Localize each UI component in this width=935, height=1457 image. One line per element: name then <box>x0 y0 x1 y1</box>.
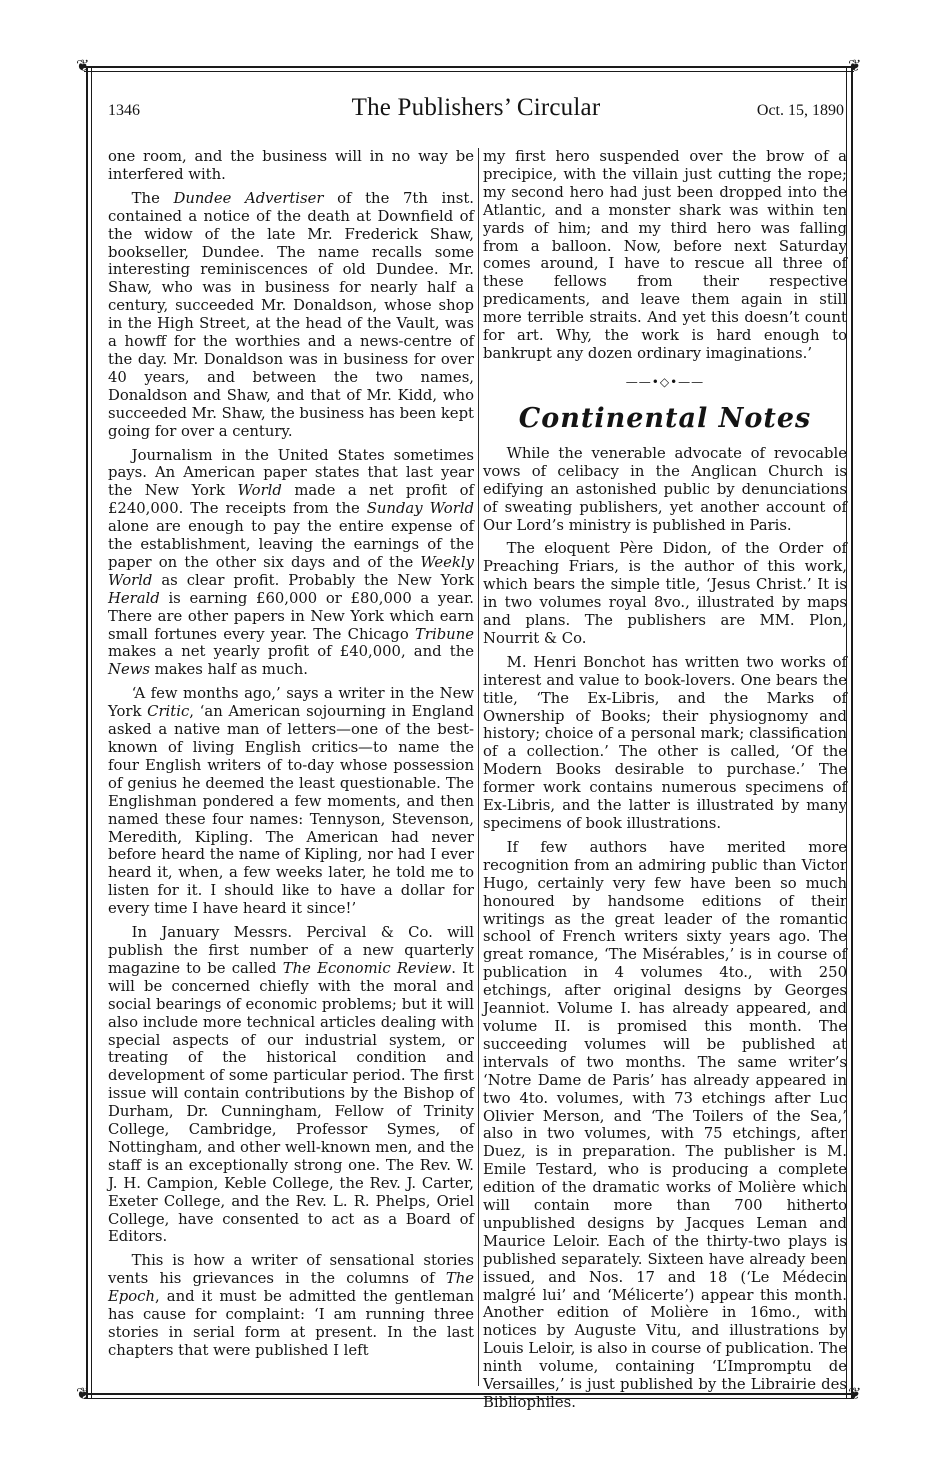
section-divider-ornament: ——•◇•—— <box>625 374 705 389</box>
paragraph: ‘A few months ago,’ says a writer in the New York Critic, ‘an American sojourning in England asked a native man of letters—one of the best-known of living English critics—to name the four English writers of to-day whose possession of genius he deemed the least questionable. The Englishman pondered a few moments, and then named these four names: Tennyson, Stevenson, Meredith, Kipling. The American had never before heard the name of Kipling, nor had I ever heard it, when, a few weeks later, he told me to listen for it. I should like to have a dollar for every time I have heard it since!’ <box>108 685 474 918</box>
paragraph: In January Messrs. Percival & Co. will publish the first number of a new quarterly magazine to be called The Economic Review. It will be concerned chiefly with the moral and social bearings of economic problems; but it will also include more technical articles dealing with special aspects of our industrial system, or treating of the historical condition and development of some particular period. The first issue will contain contributions by the Bishop of Durham, Dr. Cunningham, Fellow of Trinity College, Cambridge, Professor Symes, of Nottingham, and other well-known men, and the staff is an exceptionally strong one. The Rev. W. J. H. Campion, Keble College, the Rev. J. Carter, Exeter College, and the Rev. L. R. Phelps, Oriel College, have consented to act as a Board of Editors. <box>108 924 475 1246</box>
frame-rule-left-inner <box>91 66 92 1399</box>
section-heading: Continental Notes <box>518 402 812 434</box>
page-header <box>108 90 844 130</box>
paragraph: my first hero suspended over the brow of a precipice, with the villain just cutting the rope; my second hero had just been dropped into the Atlantic, and a monster shark was within ten yards of him; and my third hero was falling from a balloon. Now, before next Saturday comes around, I have to rescue all three of these fellows from their respective predicaments, and leave them again in still more terrible straits. And yet this doesn’t count for art. Why, the work is hard enough to bankrupt any dozen ordinary imaginations.’ <box>483 148 847 362</box>
paragraph: Journalism in the United States sometimes pays. An American paper states that last year the New York World made a net profit of £240,000. The receipts from the Sunday World alone are enough to pay the entire expense of the establishment, leaving the earnings of the paper on the other six days and of the Weekly World as clear profit. Probably the New York Herald is earning £60,000 or £80,000 a year. There are other papers in New York which earn small fortunes every year. The Chicago Tribune makes a net yearly profit of £40,000, and the News makes half as much. <box>108 446 474 679</box>
paragraph: one room, and the business will in no way be interfered with. <box>108 148 474 183</box>
paragraph: The Dundee Advertiser of the 7th inst. contained a notice of the death at Downfield of the widow of the late Mr. Frederick Shaw, bookseller, Dundee. The name recalls some interesting reminiscences of old Dundee. Mr. Shaw, who was in business for nearly half a century, succeeded Mr. Donaldson, whose shop in the High Street, at the head of the Vault, was a howff for the worthies and a news-centre of the day. Mr. Donaldson was in business for over 40 years, and between the two names, Donaldson and Shaw, and that of Mr. Kidd, who succeeded Mr. Shaw, the business has been kept going for over a century. <box>108 189 475 440</box>
corner-ornament-icon: ❦ <box>848 1384 862 1403</box>
corner-ornament-icon: ❦ <box>76 1384 90 1403</box>
column-divider <box>478 148 479 1386</box>
left-column <box>108 148 474 1388</box>
paragraph: This is how a writer of sensational stories vents his grievances in the columns of The Epoch, and it must be admitted the gentleman has cause for complaint: ‘I am running three stories in serial form at present. In the last chapters that were published I left <box>108 1252 474 1359</box>
frame-rule-left <box>86 66 88 1399</box>
frame-rule-top <box>84 66 854 68</box>
frame-rule-right <box>851 66 853 1399</box>
frame-rule-top-inner <box>84 71 854 72</box>
right-column <box>483 148 847 1411</box>
page-number: 1346 <box>108 102 140 119</box>
corner-ornament-icon: ❦ <box>76 56 90 75</box>
paragraph: The eloquent Père Didon, of the Order of Preaching Friars, is the author of this work, which bears the simple title, ‘Jesus Christ.’ It is in two volumes royal 8vo., illustrated by maps and plans. The publishers are MM. Plon, Nourrit & Co. <box>483 540 847 647</box>
journal-title: The Publishers’ Circular <box>351 94 601 121</box>
paragraph: While the venerable advocate of revocable vows of celibacy in the Anglican Church is edifying an astonished public by denunciations of sweating publishers, yet another account of Our Lord’s ministry is published in Paris. <box>483 444 847 534</box>
paragraph: M. Henri Bonchot has written two works of interest and value to book-lovers. One bears the title, ‘The Ex-Libris, and the Marks of Ownership of Books; their physiognomy and history; choice of a personal mark; classification of a collection.’ The other is called, ‘Of the Modern Books desirable to purchase.’ The former work contains numerous specimens of Ex-Libris, and the latter is illustrated by many specimens of book illustrations. <box>483 653 847 832</box>
paragraph: If few authors have merited more recognition from an admiring public than Victor Hugo, certainly very few have been so much honoured by handsome editions of their writings as the great leader of the romantic school of French writers sixty years ago. The great romance, ‘The Misérables,’ is in course of publication in 4 volumes 4to., with 250 etchings, after original designs by Georges Jeanniot. Volume I. has already appeared, and volume II. is promised this month. The succeeding volumes will be published at intervals of two months. The same writer’s ‘Notre Dame de Paris’ has already appeared in two 4to. volumes, with 73 etchings after Luc Olivier Merson, and ‘The Toilers of the Sea,’ also in two volumes, with 75 etchings, after Duez, is in preparation. The publisher is M. Emile Testard, who is producing a complete edition of the dramatic works of Molière which will contain more than 700 hitherto unpublished designs by Jacques Leman and Maurice Leloir. Each of the thirty-two plays is published separately. Sixteen have already been issued, and Nos. 17 and 18 (‘Le Médecin malgré lui’ and ‘Mélicerte’) appear this month. Another edition of Molière in 16mo., with notices by Auguste Vitu, and illustrations by Louis Leloir, is also in course of publication. The ninth volume, containing ‘L’Impromptu de Versailles,’ is just published by the Librairie des Bibliophiles. <box>483 838 847 1411</box>
issue-date: Oct. 15, 1890 <box>756 102 844 119</box>
corner-ornament-icon: ❦ <box>848 56 862 75</box>
